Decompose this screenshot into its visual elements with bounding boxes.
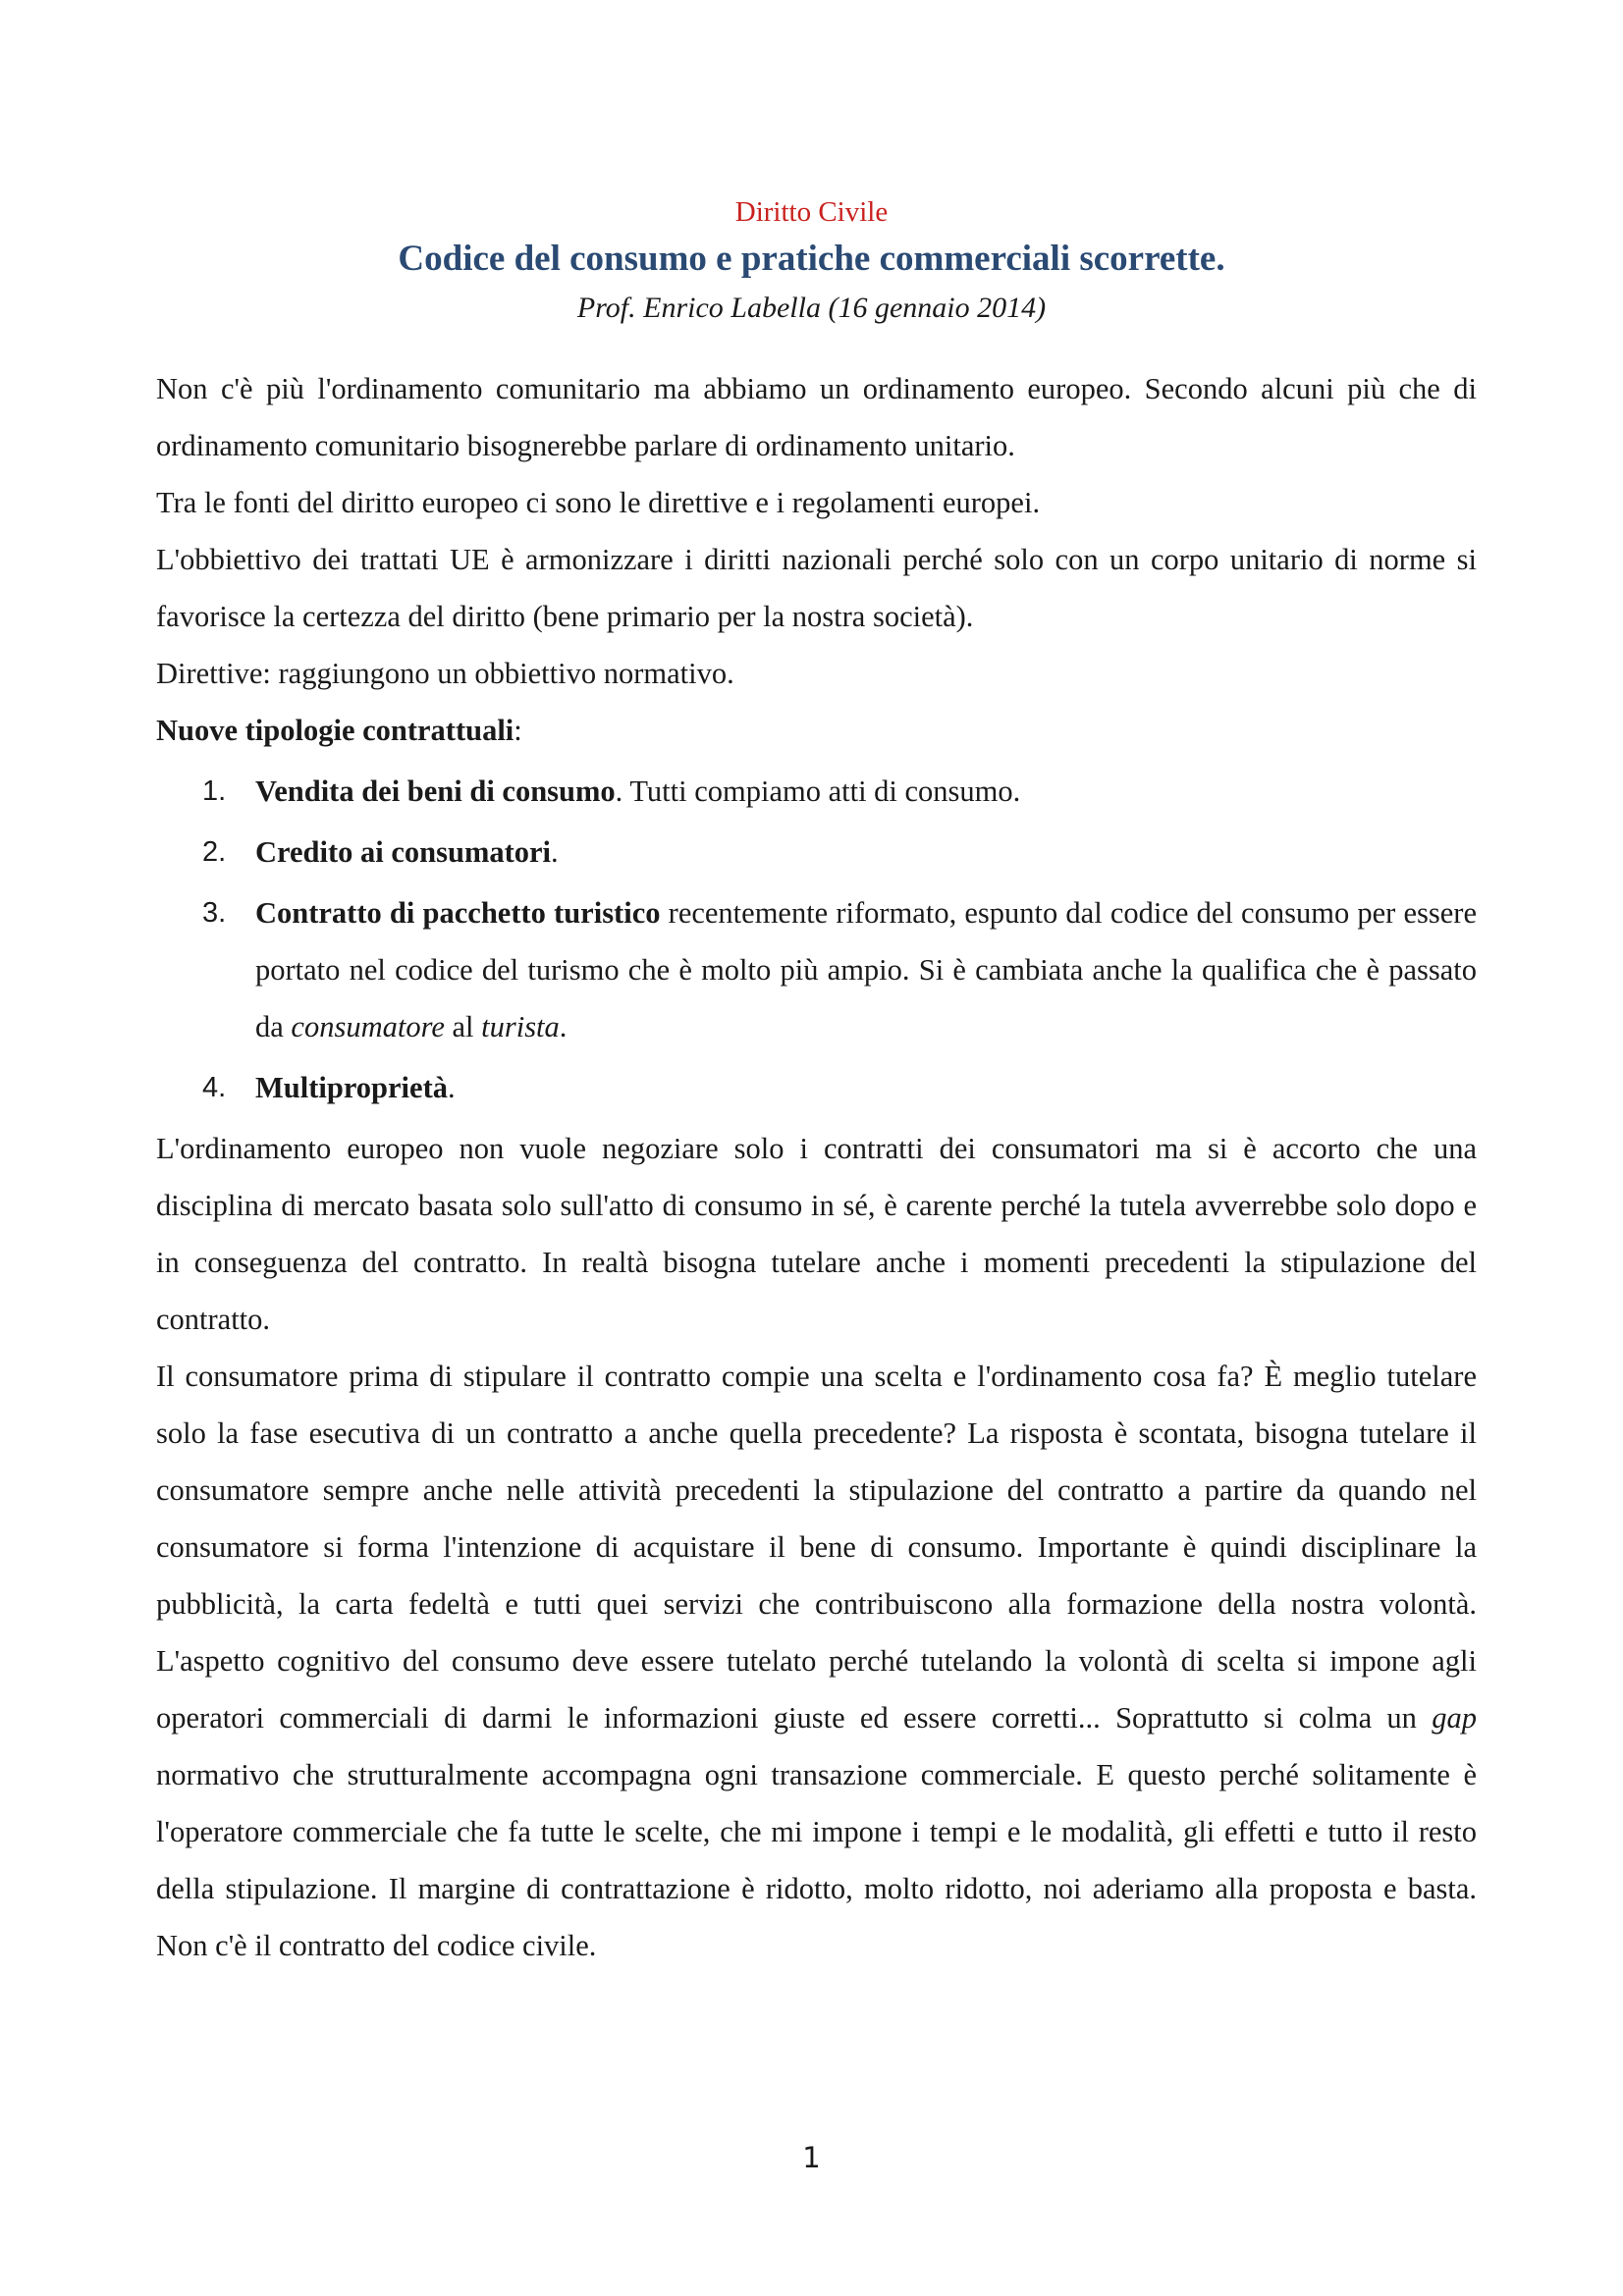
paragraph-mercato: L'ordinamento europeo non vuole negoziare solo i contratti dei consumatori ma si è accorto che una disciplina di mercato basata solo sull'atto di consumo in sé, è carente perché la tutela avverrebbe solo dopo e in conseguenza del contratto. In realtà bisogna tutelare anche i momenti precedenti la stipulazione del contratto. xyxy=(156,1132,1477,1336)
list-item-term: Contratto di pacchetto turistico xyxy=(255,896,661,930)
list-item-text: . xyxy=(447,1071,456,1104)
list-item-number: 3. xyxy=(202,897,227,929)
list-item-emphasis: consumatore xyxy=(291,1010,445,1043)
paragraph-ordinamento: Non c'è più l'ordinamento comunitario ma abbiamo un ordinamento europeo. Secondo alcuni più che di ordinamento comunitario bisognerebbe parlare di ordinamento unitario. xyxy=(156,372,1477,462)
list-item-term: Multiproprietà xyxy=(255,1071,448,1104)
paragraph-consumatore-text-b: normativo che strutturalmente accompagna ogni transazione commerciale. E questo perché solitamente è l'operatore commerciale che fa tutte le scelte, che mi impone i tempi e le modalità, gli effetti e tutto il resto della stipulazione. Il margine di contrattazione è ridotto, molto ridotto, noi aderiamo alla proposta e basta. Non c'è il contratto del codice civile. xyxy=(156,1758,1477,1962)
document-title: Codice del consumo e pratiche commerciali scorrette. xyxy=(398,239,1225,279)
list-item xyxy=(156,763,1477,820)
paragraph-emphasis-gap: gap xyxy=(1432,1701,1477,1735)
paragraph-consumatore-text-a: Il consumatore prima di stipulare il contratto compie una scelta e l'ordinamento cosa fa? È meglio tutelare solo la fase esecutiva di un contratto a anche quella precedente? La risposta è scontata, bisogna tutelare il consumatore sempre anche nelle attività precedenti la stipulazione del contratto a partire da quando nel consumatore si forma l'intenzione di acquistare il bene di consumo. Importante è quindi disciplinare la pubblicità, la carta fedeltà e tutti quei servizi che contribuiscono alla formazione della nostra volontà. L'aspetto cognitivo del consumo deve essere tutelato perché tutelando la volontà di scelta si impone agli operatori commerciali di darmi le informazioni giuste ed essere corretti... Soprattutto si colma un xyxy=(156,1360,1477,1735)
document-body xyxy=(156,360,1477,1974)
list-item-text: al xyxy=(444,1010,482,1043)
list-item-text: recentemente riformato, espunto dal codice del consumo per essere portato nel codice del turismo che è molto più ampio. Si è cambiata anche la qualifica che è passato da xyxy=(255,896,1477,1043)
page-number: 1 xyxy=(802,2141,821,2174)
types-heading: Nuove tipologie contrattuali xyxy=(156,714,514,747)
list-item-emphasis: turista xyxy=(481,1010,560,1043)
list-item-text: . Tutti compiamo atti di consumo. xyxy=(615,774,1021,808)
paragraph-obbiettivo: L'obbiettivo dei trattati UE è armonizzare i diritti nazionali perché solo con un corpo unitario di norme si favorisce la certezza del diritto (bene primario per la nostra società). xyxy=(156,543,1477,633)
list-item xyxy=(156,824,1477,881)
types-heading-colon: : xyxy=(514,714,522,747)
list-item xyxy=(156,884,1477,1055)
types-heading-line xyxy=(156,702,1477,759)
list-item-term: Vendita dei beni di consumo xyxy=(255,774,616,808)
list-item-number: 1. xyxy=(202,775,227,807)
paragraph-direttive: Direttive: raggiungono un obbiettivo normativo. xyxy=(156,657,734,690)
contract-types-list xyxy=(156,763,1477,1116)
list-item-number: 2. xyxy=(202,836,227,868)
list-item-text: . xyxy=(559,1010,568,1043)
paragraph-consumatore xyxy=(156,1348,1477,1974)
paragraph-fonti: Tra le fonti del diritto europeo ci sono le direttive e i regolamenti europei. xyxy=(156,486,1041,519)
list-item-number: 4. xyxy=(202,1072,227,1103)
list-item xyxy=(156,1059,1477,1116)
list-item-text: . xyxy=(551,835,559,869)
author-date-byline: Prof. Enrico Labella (16 gennaio 2014) xyxy=(576,292,1047,324)
subject-heading: Diritto Civile xyxy=(734,196,889,228)
list-item-term: Credito ai consumatori xyxy=(255,835,552,869)
